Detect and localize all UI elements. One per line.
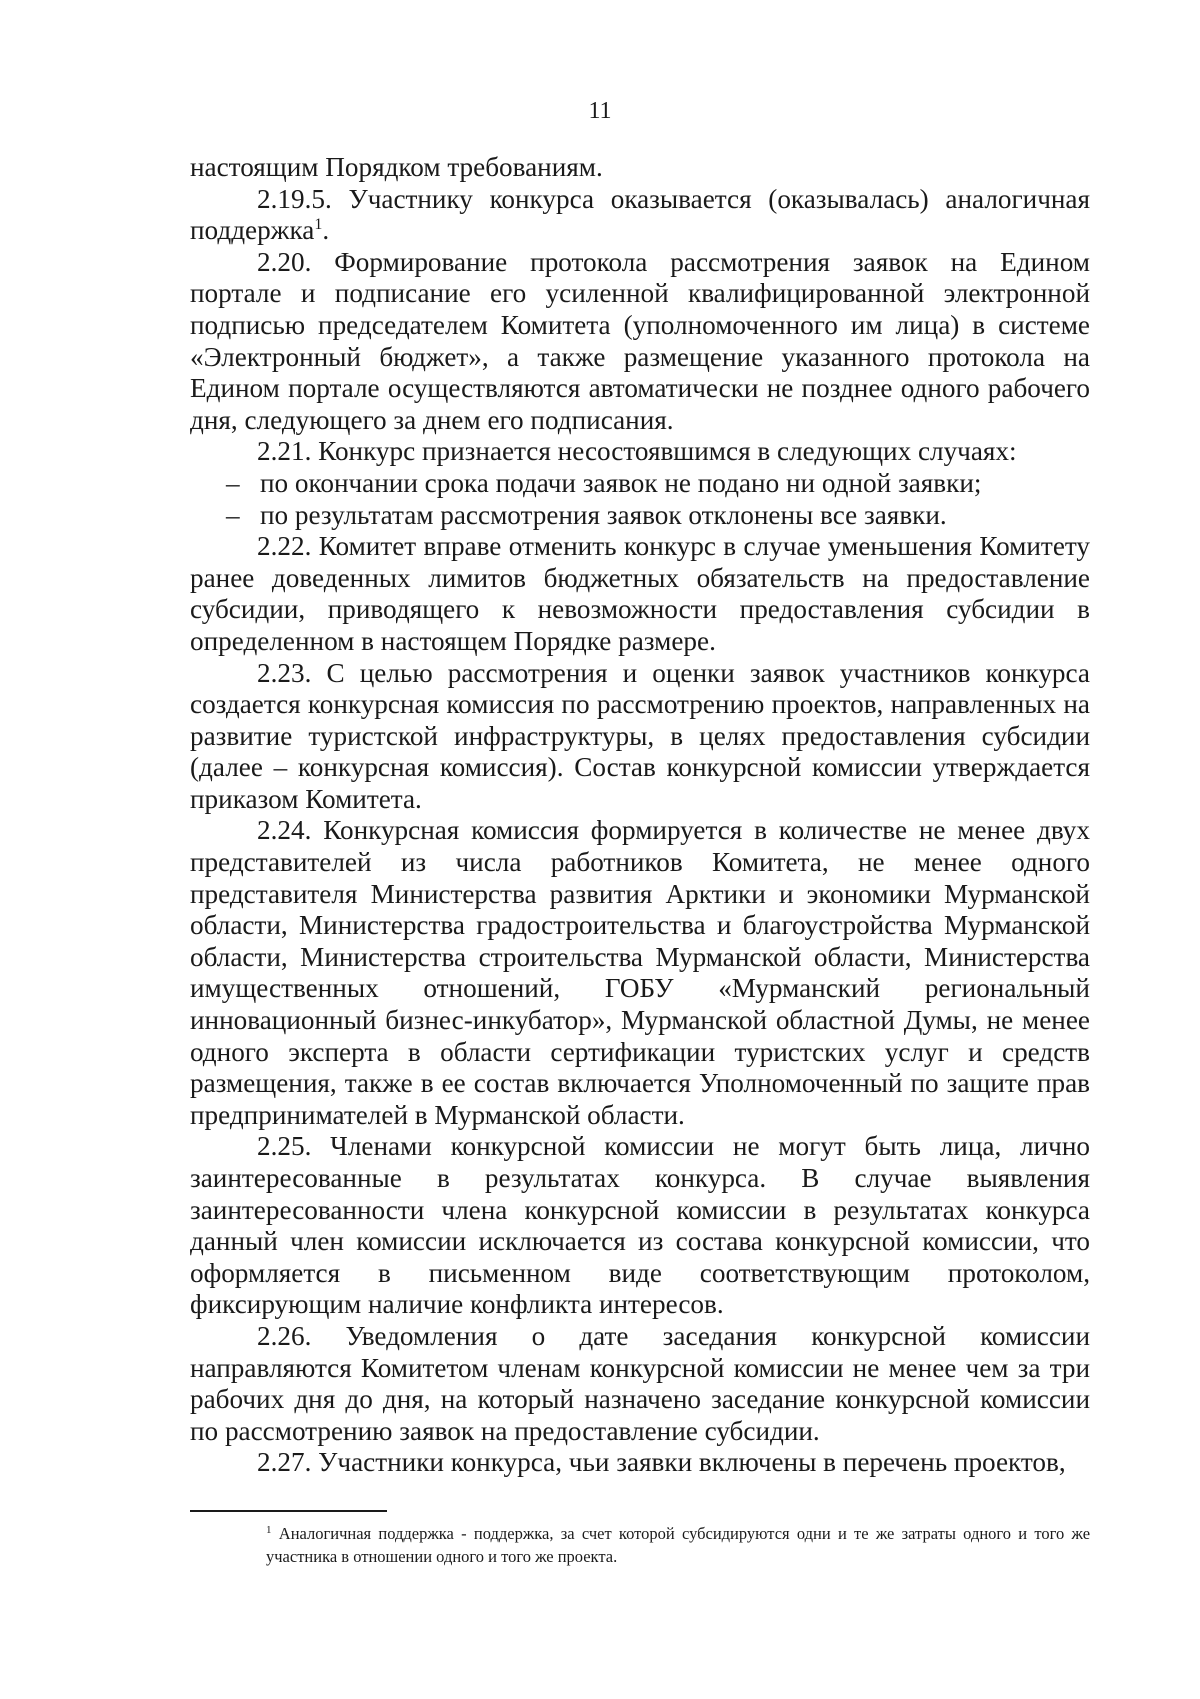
paragraph-2-25: 2.25. Членами конкурсной комиссии не могут быть лица, лично заинтересованные в результатах конкурса. В случае выявления заинтересованности члена конкурсной комиссии в результатах конкурса данный член комиссии исключается из состава конкурсной комиссии, что оформляется в письменном виде соответствующим протоколом, фиксирующим наличие конфликта интересов. xyxy=(190,1131,1090,1320)
paragraph-2-26: 2.26. Уведомления о дате заседания конкурсной комиссии направляются Комитетом членам конкурсной комиссии не менее чем за три рабочих дня до дня, на который назначено заседание конкурсной комиссии по рассмотрению заявок на предоставление субсидии. xyxy=(190,1320,1090,1446)
footnote-text-block xyxy=(190,1522,1090,1568)
list-item-text: по результатам рассмотрения заявок отклонены все заявки. xyxy=(259,499,947,530)
paragraph-text: 2.19.5. Участнику конкурса оказывается (оказывалась) аналогичная поддержка xyxy=(190,183,1090,246)
paragraph-2-23: 2.23. С целью рассмотрения и оценки заявок участников конкурса создается конкурсная комиссия по рассмотрению проектов, направленных на развитие туристской инфраструктуры, в целях предоставления субсидии (далее – конкурсная комиссия). Состав конкурсной комиссии утверждается приказом Комитета. xyxy=(190,657,1090,814)
list-item-text: по окончании срока подачи заявок не подано ни одной заявки; xyxy=(259,467,982,498)
paragraph-2-19-5 xyxy=(190,184,1090,247)
footnote xyxy=(190,1522,1090,1568)
list-item xyxy=(190,500,1090,532)
dash-marker: – xyxy=(226,467,240,498)
list-item xyxy=(190,468,1090,500)
paragraph-end: . xyxy=(322,215,330,246)
page-number: 11 xyxy=(588,98,612,124)
paragraph-2-24: 2.24. Конкурсная комиссия формируется в количестве не менее двух представителей из числа работников Комитета, не менее одного представителя Министерства развития Арктики и экономики Мурманской области, Министерства градостроительства и благоустройства Мурманской области, Министерства строительства Мурманской области, Министерства имущественных отношений, ГОБУ «Мурманский региональный инновационный бизнес-инкубатор», Мурманской областной Думы, не менее одного эксперта в области сертификации туристских услуг и средств размещения, также в ее состав включается Уполномоченный по защите прав предпринимателей в Мурманской области. xyxy=(190,815,1090,1130)
footnote-marker: 1 xyxy=(266,1524,272,1536)
paragraph-2-22: 2.22. Комитет вправе отменить конкурс в случае уменьшения Комитету ранее доведенных лимитов бюджетных обязательств на предоставление субсидии, приводящего к невозможности предоставления субсидии в определенном в настоящем Порядке размере. xyxy=(190,531,1090,656)
document-body xyxy=(190,152,1090,1479)
paragraph-2-27: 2.27. Участники конкурса, чьи заявки включены в перечень проектов, xyxy=(257,1447,1066,1478)
footnote-ref: 1 xyxy=(314,216,323,234)
paragraph-continuation: настоящим Порядком требованиям. xyxy=(190,152,603,182)
paragraph-2-20: 2.20. Формирование протокола рассмотрения заявок на Едином портале и подписание его усиленной квалифицированной электронной подписью председателем Комитета (уполномоченного им лица) в системе «Электронный бюджет», а также размещение указанного протокола на Едином портале осуществляются автоматически не позднее одного рабочего дня, следующего за днем его подписания. xyxy=(190,246,1090,435)
footnote-separator xyxy=(190,1510,387,1512)
dash-marker: – xyxy=(226,499,240,530)
paragraph-2-21: 2.21. Конкурс признается несостоявшимся в следующих случаях: xyxy=(257,436,1017,467)
footnote-text: Аналогичная поддержка - поддержка, за счет которой субсидируются одни и те же затраты одного и того же участника в отношении одного и того же проекта. xyxy=(266,1524,1091,1566)
